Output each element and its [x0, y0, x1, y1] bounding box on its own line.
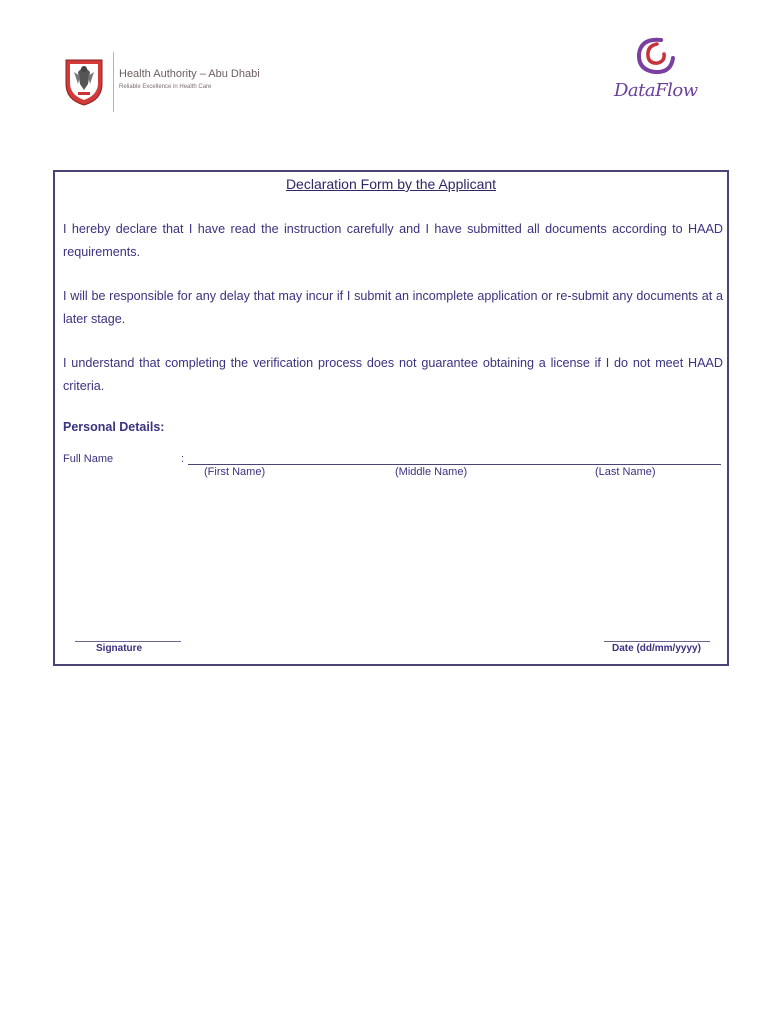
org-name: Health Authority – Abu Dhabi: [119, 68, 260, 80]
full-name-label: Full Name: [63, 453, 114, 465]
full-name-colon: :: [181, 453, 185, 465]
declaration-paragraph-3: I understand that completing the verification process does not guarantee obtaining a license if I do not meet HAAD criteria.: [63, 356, 723, 393]
logo-divider: [113, 52, 114, 112]
date-label: Date (dd/mm/yyyy): [612, 643, 701, 654]
dataflow-brand: DataFlow: [614, 80, 698, 101]
signature-field[interactable]: [75, 641, 181, 642]
org-tagline: Reliable Excellence in Health Care: [119, 84, 212, 90]
form-title: Declaration Form by the Applicant: [285, 176, 497, 192]
first-name-caption: (First Name): [204, 466, 266, 478]
middle-name-caption: (Middle Name): [395, 466, 468, 478]
date-field[interactable]: [604, 641, 710, 642]
declaration-paragraph-1: I hereby declare that I have read the instruction carefully and I have submitted all documents according to HAAD requirements.: [63, 222, 723, 259]
falcon-crest-icon: [64, 54, 104, 106]
last-name-caption: (Last Name): [595, 466, 656, 478]
personal-details-heading: Personal Details:: [63, 420, 165, 434]
declaration-paragraph-2: I will be responsible for any delay that may incur if I submit an incomplete application or re-submit any documents at a later stage.: [63, 289, 723, 326]
haad-logo: [60, 48, 270, 118]
full-name-field[interactable]: [188, 464, 721, 465]
declaration-form: [53, 170, 729, 666]
dataflow-logo: [606, 32, 716, 106]
signature-label: Signature: [96, 643, 143, 654]
dataflow-swirl-icon: [631, 36, 677, 78]
